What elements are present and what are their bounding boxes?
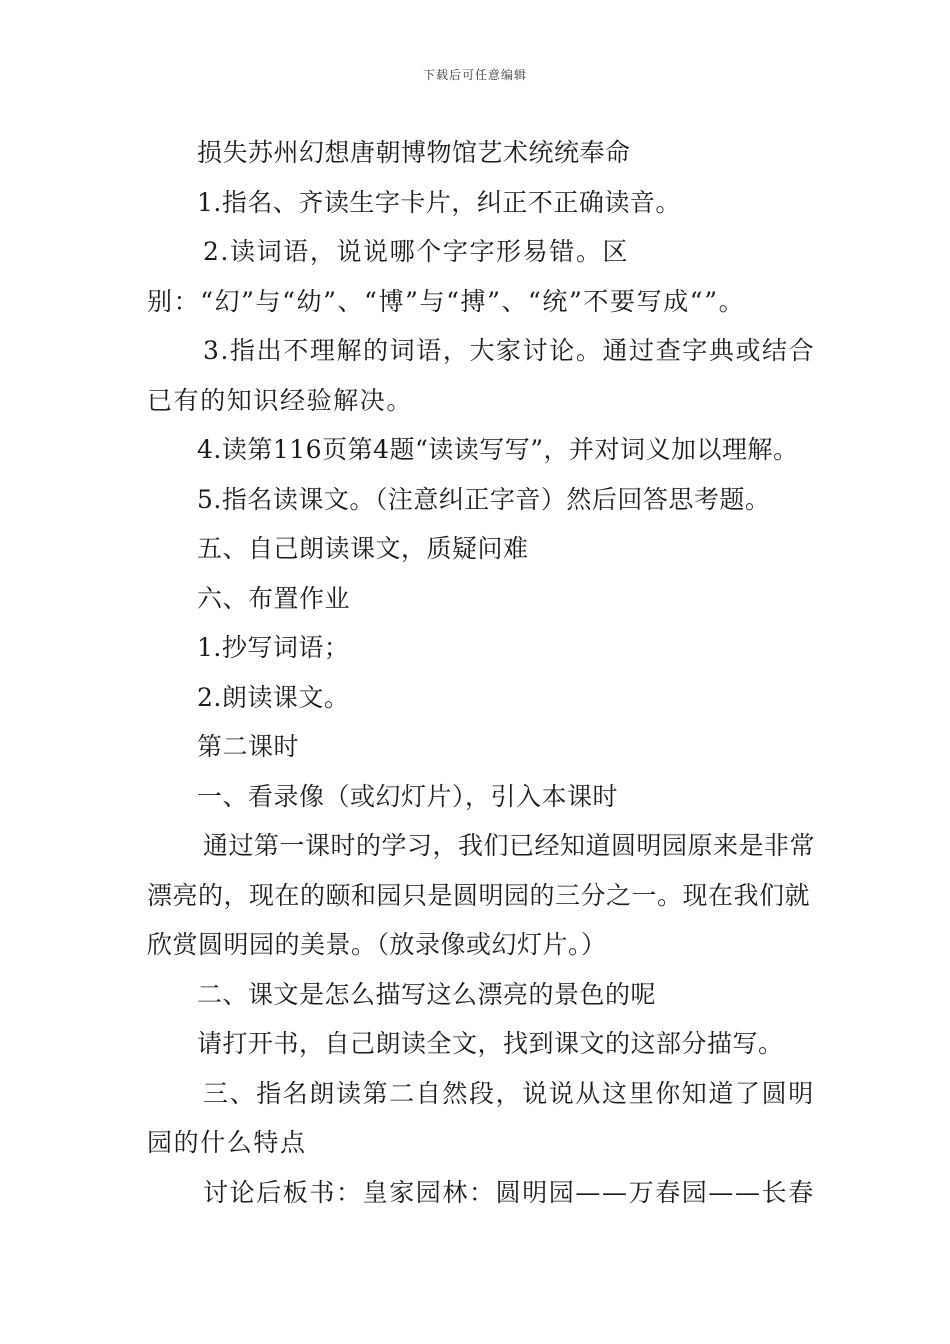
paragraph: 讨论后板书：皇家园林：圆明园——万春园——长春 bbox=[203, 1177, 815, 1207]
paragraph: 2.读词语，说说哪个字字形易错。区别：“幻”与“幼”、“博”与“搏”、“统”不要写成“”。 bbox=[147, 237, 746, 316]
lesson-heading: 第二课时 bbox=[197, 732, 300, 761]
paragraph: 通过第一课时的学习，我们已经知道圆明园原来是非常漂亮的，现在的颐和园只是圆明园的三分之一。现在我们就欣赏圆明园的美景。（放录像或幻灯片。） bbox=[147, 831, 816, 959]
paragraph: 请打开书，自己朗读全文，找到课文的这部分描写。 bbox=[197, 1029, 784, 1058]
section-heading: 五、自己朗读课文，质疑问难 bbox=[197, 534, 529, 563]
list-item: 2.朗读课文。 bbox=[197, 682, 350, 712]
paragraph: 4.读第116页第4题“读读写写”，并对词义加以理解。 bbox=[197, 435, 799, 464]
paragraph: 3.指出不理解的词语，大家讨论。通过查字典或结合已有的知识经验解决。 bbox=[147, 336, 816, 415]
document-body bbox=[147, 128, 817, 1217]
section-heading: 六、布置作业 bbox=[197, 583, 351, 613]
section-heading: 三、指名朗读第二自然段，说说从这里你知道了圆明园的什么特点 bbox=[147, 1078, 815, 1157]
vocab-list: 损失苏州幻想唐朝博物馆艺术统统奉命 bbox=[197, 138, 631, 167]
section-heading: 一、看录像（或幻灯片），引入本课时 bbox=[197, 781, 619, 811]
list-item: 1.抄写词语； bbox=[197, 633, 350, 662]
paragraph: 5.指名读课文。（注意纠正字音）然后回答思考题。 bbox=[197, 484, 771, 514]
section-heading: 二、课文是怎么描写这么漂亮的景色的呢 bbox=[197, 979, 657, 1009]
header-note: 下载后可任意编辑 bbox=[422, 68, 527, 82]
paragraph: 1.指名、齐读生字卡片，纠正不正确读音。 bbox=[197, 187, 681, 217]
